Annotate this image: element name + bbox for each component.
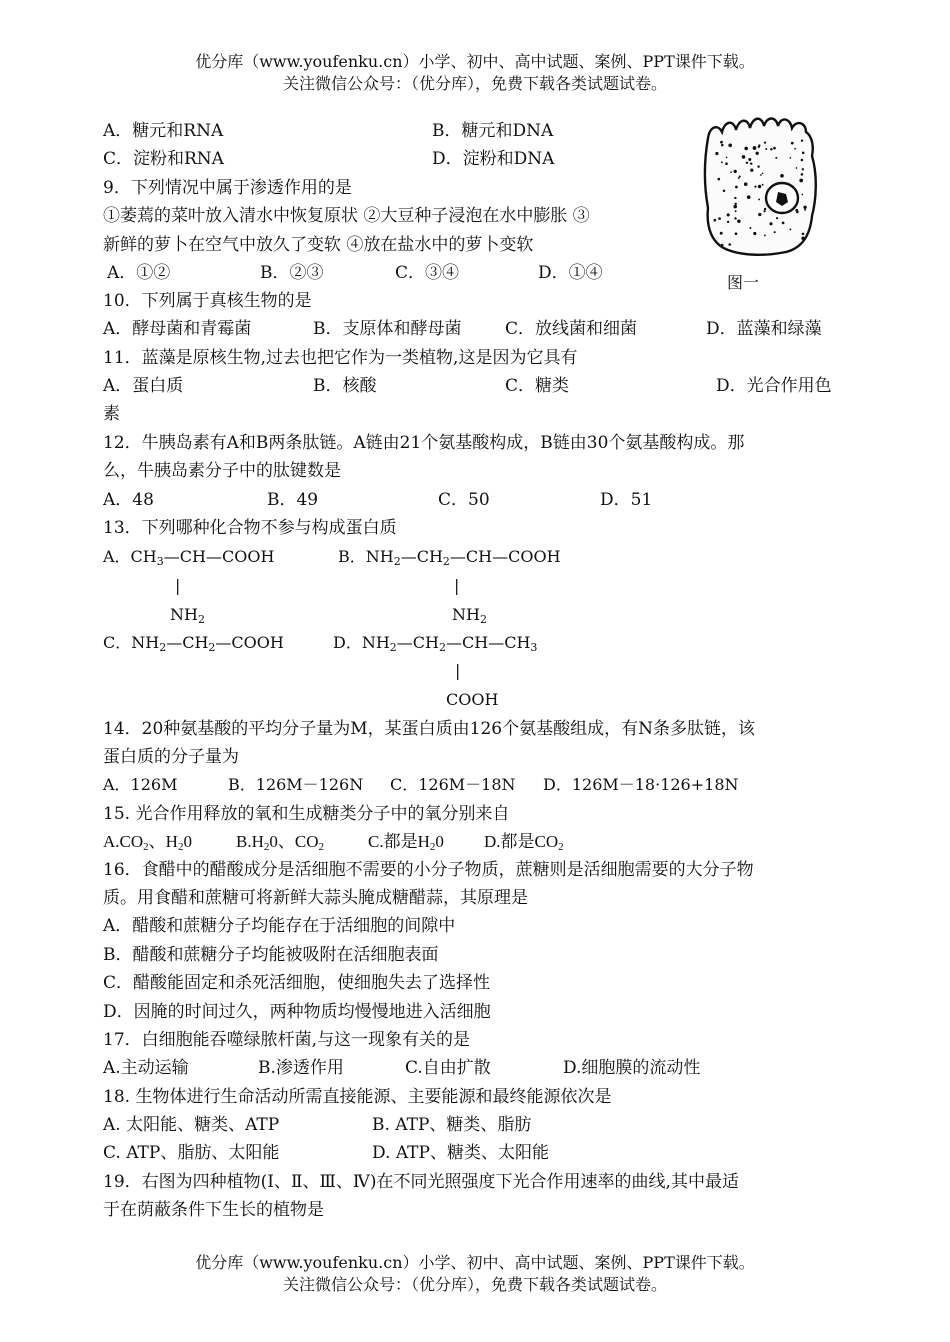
q13-c-label: C．NH	[103, 633, 160, 652]
q13-b-amine-label: NH	[452, 605, 480, 624]
q9-option-d: D．①④	[538, 263, 603, 283]
q13-d-sub-2: 2	[439, 641, 446, 654]
q13-b-label: B．NH	[338, 547, 394, 566]
q13-a-sub: 3	[156, 555, 164, 568]
q13-d-sub-3: 3	[530, 641, 538, 654]
q13-c-rest: —COOH	[215, 633, 284, 652]
figure-caption: 图一	[727, 273, 760, 292]
q15-option-a	[103, 832, 192, 852]
q15-b-sub-2: 2	[318, 841, 324, 853]
q18-option-b: B. ATP、糖类、脂肪	[372, 1115, 532, 1135]
q8-option-d: D．淀粉和DNA	[432, 149, 555, 169]
q16-option-c: C．醋酸能固定和杀死活细胞，使细胞失去了选择性	[103, 973, 491, 993]
q13-d-carboxyl: COOH	[446, 690, 499, 709]
q13-b-bond: |	[454, 576, 460, 595]
q16-line-2: 质。用食醋和蔗糖可将新鲜大蒜头腌成糖醋蒜，其原理是	[103, 888, 528, 908]
q14-line-1: 14．20种氨基酸的平均分子量为M，某蛋白质由126个氨基酸组成，有N条多肽链，该	[103, 719, 755, 739]
q18-option-a: A. 太阳能、糖类、ATP	[103, 1115, 280, 1135]
q11-option-d: D．光合作用色	[716, 376, 832, 396]
q15-option-d	[484, 832, 564, 852]
q14-option-a: A．126M	[103, 775, 178, 794]
q11-option-a: A．蛋白质	[103, 376, 184, 396]
q12-option-d: D．51	[600, 490, 653, 510]
q13-d-label: D．NH	[333, 633, 390, 652]
q15-a-sub-2: 2	[177, 841, 184, 853]
q13-c-mid: —CH	[166, 633, 209, 652]
q13-b-mid: —CH	[400, 547, 443, 566]
q12-option-b: B．49	[267, 490, 319, 510]
q9-line-3: 新鲜的萝卜在空气中放久了变软 ④放在盐水中的萝卜变软	[103, 235, 534, 255]
q14-option-c: C．126M－18N	[390, 775, 516, 794]
q9-line-2: ①萎蔫的菜叶放入清水中恢复原状 ②大豆种子浸泡在水中膨胀 ③	[103, 206, 590, 226]
q15-b-part-2: 0、CO	[269, 832, 319, 851]
header-line-1: 优分库（www.youfenku.cn）小学、初中、高中试题、案例、PPT课件下载。	[195, 52, 755, 71]
q17-option-a: A.主动运输	[103, 1058, 189, 1078]
q15-d-sub: 2	[558, 841, 564, 853]
q11-option-c: C．糖类	[505, 376, 570, 396]
q18-option-d: D. ATP、糖类、太阳能	[372, 1143, 549, 1163]
footer-line-1: 优分库（www.youfenku.cn）小学、初中、高中试题、案例、PPT课件下载。	[195, 1253, 755, 1272]
q16-line-1: 16．食醋中的醋酸成分是活细胞不需要的小分子物质，蔗糖则是活细胞需要的大分子物	[103, 860, 754, 880]
q18-stem: 18. 生物体进行生命活动所需直接能源、主要能源和最终能源依次是	[103, 1087, 612, 1107]
q17-stem: 17．白细胞能吞噬绿脓杆菌,与这一现象有关的是	[103, 1030, 471, 1050]
q16-option-b: B．醋酸和蔗糖分子均能被吸附在活细胞表面	[103, 945, 439, 965]
q11-stem: 11．蓝藻是原核生物,过去也把它作为一类植物,这是因为它具有	[103, 348, 578, 368]
q14-line-2: 蛋白质的分子量为	[103, 747, 239, 767]
q9-option-b: B．②③	[260, 263, 324, 283]
q15-a-part-1: A.CO	[103, 832, 144, 851]
q13-d-sub-1: 2	[389, 641, 397, 654]
q15-a-part-2: 、H	[148, 832, 178, 851]
q13-d-mid: —CH	[396, 633, 439, 652]
q16-option-a: A．醋酸和蔗糖分子均能存在于活细胞的间隙中	[103, 916, 456, 936]
q17-option-d: D.细胞膜的流动性	[563, 1058, 701, 1078]
q9-option-c: C．③④	[395, 263, 460, 283]
q13-b-rest: —CH—COOH	[449, 547, 561, 566]
q12-option-a: A．48	[103, 490, 154, 510]
q10-option-a: A．酵母菌和青霉菌	[103, 319, 252, 339]
q9-stem: 9．下列情况中属于渗透作用的是	[103, 178, 352, 198]
q13-b-amine-sub: 2	[479, 613, 487, 626]
q15-d-part-1: D.都是CO	[484, 832, 559, 851]
q15-c-part-2: 0	[435, 832, 444, 851]
q13-b-sub-1: 2	[393, 555, 401, 568]
q10-option-c: C．放线菌和细菌	[505, 319, 638, 339]
q12-line-2: 么，牛胰岛素分子中的肽键数是	[103, 461, 341, 481]
q15-b-part-1: B.H	[236, 832, 264, 851]
q13-option-d	[333, 633, 537, 653]
q8-option-c: C．淀粉和RNA	[103, 149, 224, 169]
q10-option-d: D．蓝藻和绿藻	[706, 319, 822, 339]
q15-a-part-3: 0	[183, 832, 192, 851]
q13-option-a	[103, 547, 274, 567]
q13-d-mid2: —CH—CH	[446, 633, 531, 652]
q19-line-2: 于在荫蔽条件下生长的植物是	[103, 1200, 324, 1220]
q13-a-bond: |	[175, 576, 181, 595]
q11-option-b: B．核酸	[313, 376, 377, 396]
q18-option-c: C. ATP、脂肪、太阳能	[103, 1143, 280, 1163]
q13-a-label: A．CH	[103, 547, 157, 566]
q13-a-amine-sub: 2	[197, 613, 205, 626]
q12-option-c: C．50	[438, 490, 490, 510]
header-line-2: 关注微信公众号：（优分库），免费下载各类试题试卷。	[282, 74, 667, 93]
q8-option-a: A．糖元和RNA	[103, 121, 224, 141]
q12-line-1: 12．牛胰岛素有A和B两条肽链。A链由21个氨基酸构成，B链由30个氨基酸构成。那	[103, 433, 745, 453]
q15-a-sub-1: 2	[143, 841, 149, 853]
q13-option-b	[338, 547, 561, 567]
q10-stem: 10．下列属于真核生物的是	[103, 291, 312, 311]
q15-c-part-1: C.都是H	[368, 832, 430, 851]
cell-figure	[700, 116, 820, 256]
q9-option-a: A．①②	[107, 263, 171, 283]
q13-d-bond: |	[455, 661, 461, 680]
q8-option-b: B．糖元和DNA	[432, 121, 554, 141]
q14-option-d: D．126M－18·126+18N	[543, 775, 739, 794]
q15-stem: 15. 光合作用释放的氧和生成糖类分子中的氧分别来自	[103, 804, 510, 824]
q13-c-sub-1: 2	[159, 641, 167, 654]
q13-b-sub-2: 2	[442, 555, 450, 568]
q13-option-c	[103, 633, 284, 653]
q15-option-b	[236, 832, 324, 852]
q19-line-1: 19．右图为四种植物(Ⅰ、Ⅱ、Ⅲ、Ⅳ)在不同光照强度下光合作用速率的曲线,其中最适	[103, 1172, 739, 1192]
q13-a-amine-label: NH	[170, 605, 198, 624]
q17-option-b: B.渗透作用	[258, 1058, 344, 1078]
q10-option-b: B．支原体和酵母菌	[313, 319, 462, 339]
footer-line-2: 关注微信公众号：（优分库），免费下载各类试题试卷。	[282, 1275, 667, 1294]
q13-c-sub-2: 2	[208, 641, 216, 654]
q13-a-amine	[170, 605, 205, 625]
q11-option-d-cont: 素	[103, 404, 120, 424]
q17-option-c: C.自由扩散	[405, 1058, 491, 1078]
q15-c-sub: 2	[429, 841, 436, 853]
q16-option-d: D．因腌的时间过久，两种物质均慢慢地进入活细胞	[103, 1002, 491, 1022]
q13-a-rest: —CH—COOH	[163, 547, 275, 566]
q13-b-amine	[452, 605, 487, 625]
q15-option-c	[368, 832, 444, 852]
q13-stem: 13．下列哪种化合物不参与构成蛋白质	[103, 518, 397, 538]
q14-option-b: B．126M－126N	[228, 775, 364, 794]
q15-b-sub-1: 2	[263, 841, 270, 853]
